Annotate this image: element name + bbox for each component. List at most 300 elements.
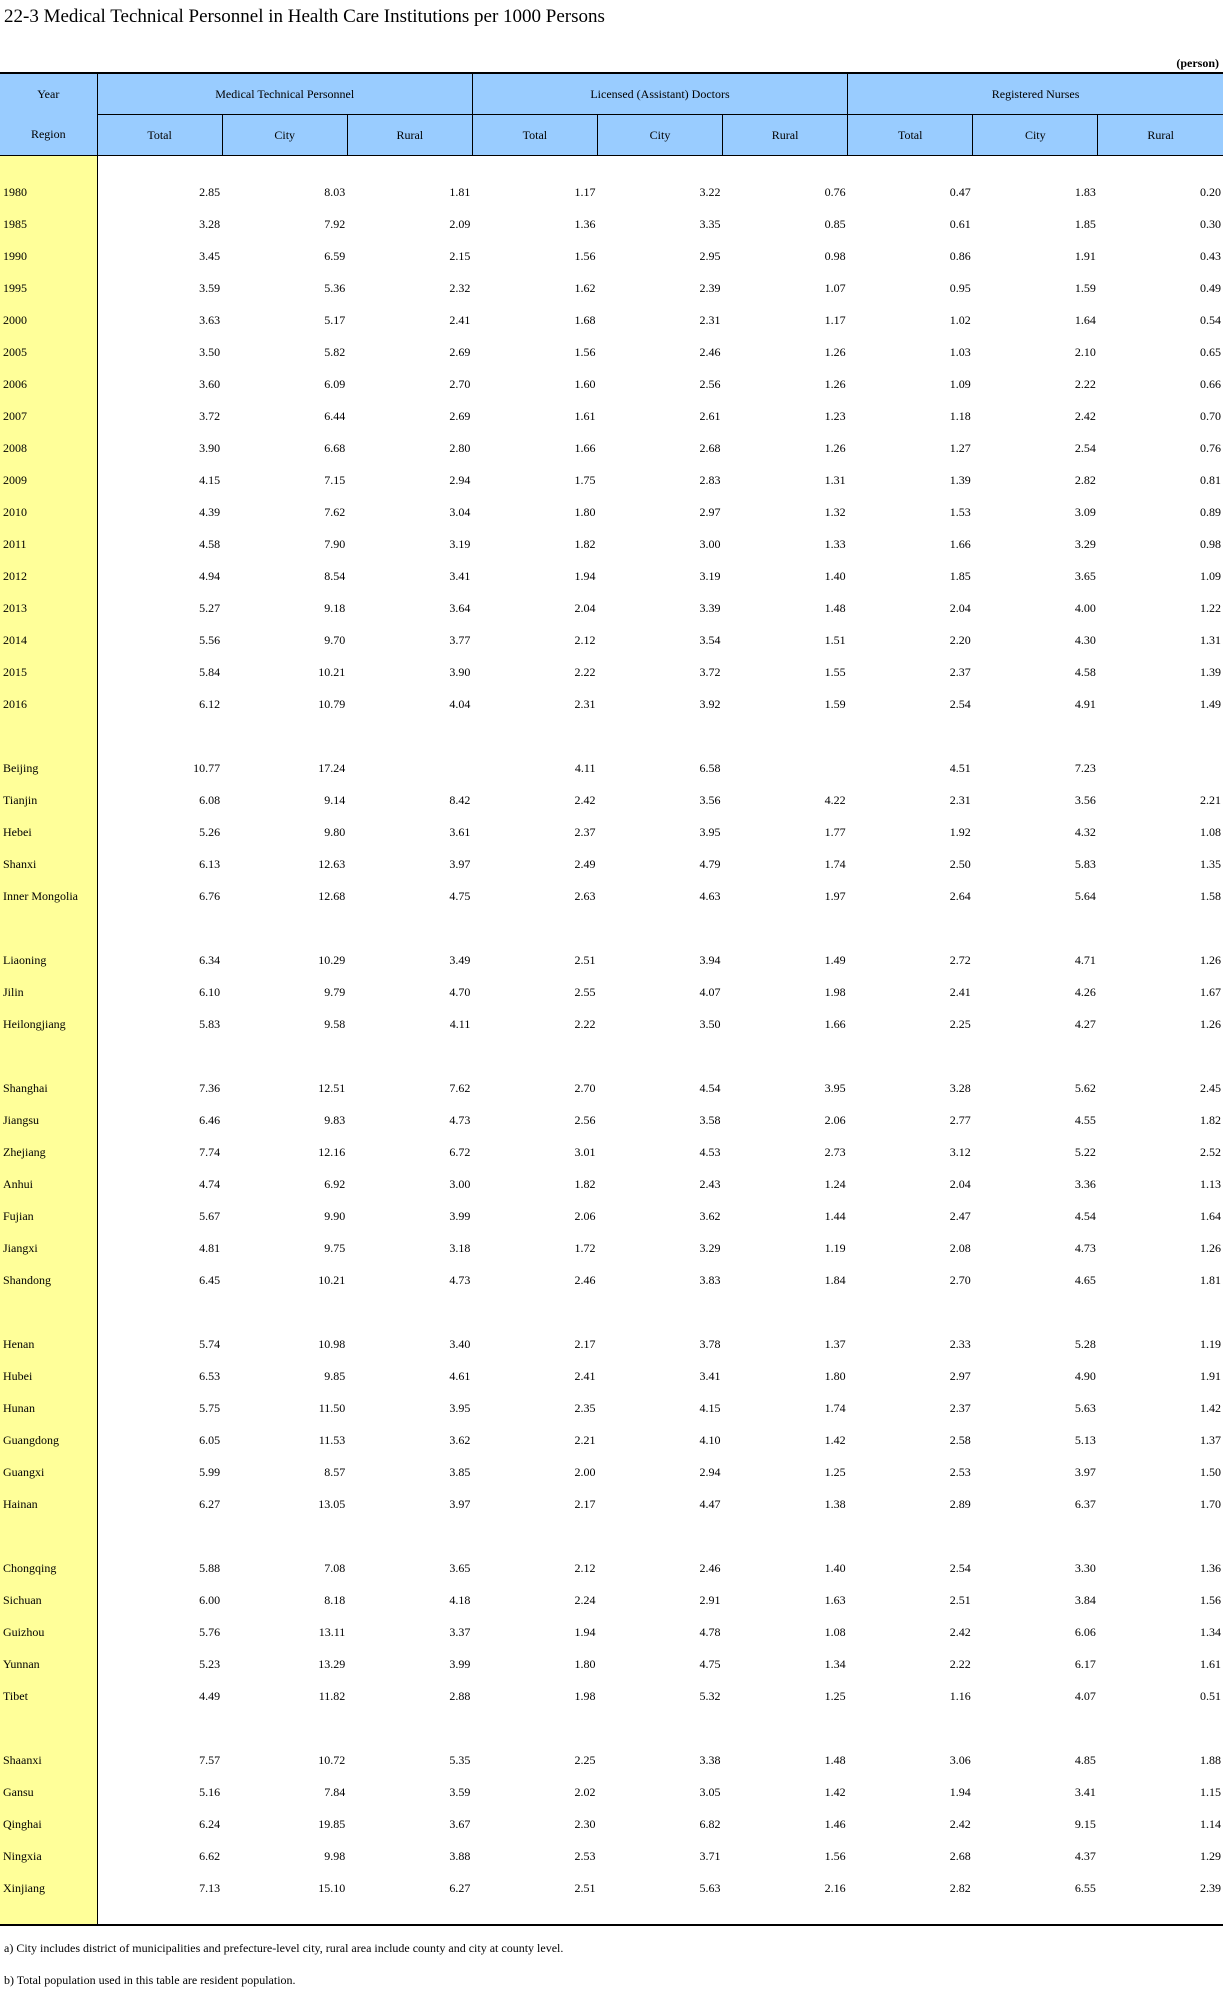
spacer-cell (472, 912, 597, 944)
region-row (0, 944, 1223, 976)
value-cell: 3.35 (699, 216, 721, 231)
value-cell: 4.11 (574, 760, 596, 775)
value-cell: 4.58 (199, 536, 221, 551)
row-label: Henan (0, 1328, 97, 1360)
value-cell: 2.30 (574, 1816, 596, 1831)
value-cell: 3.12 (949, 1144, 971, 1159)
row-label: 2010 (0, 496, 97, 528)
group-header-licensed-doctors: Licensed (Assistant) Doctors (472, 73, 847, 115)
value-cell: 3.40 (449, 1336, 471, 1351)
spacer-cell (973, 1040, 1098, 1072)
value-cell: 2.16 (824, 1880, 846, 1895)
spacer-cell (848, 156, 973, 177)
spacer-cell (347, 1040, 472, 1072)
value-cell: 1.88 (1200, 1752, 1221, 1767)
value-cell: 2.55 (574, 984, 596, 999)
value-cell: 2.42 (949, 1624, 971, 1639)
region-row (0, 1488, 1223, 1520)
value-cell: 1.70 (1200, 1496, 1221, 1511)
spacer-cell (597, 1040, 722, 1072)
value-cell: 2.68 (949, 1848, 971, 1863)
value-cell: 3.22 (699, 184, 721, 199)
value-cell: 3.05 (699, 1784, 721, 1799)
value-cell: 3.37 (449, 1624, 471, 1639)
value-cell: 3.28 (199, 216, 221, 231)
row-label: 2000 (0, 304, 97, 336)
spacer-cell (597, 1712, 722, 1744)
value-cell: 0.65 (1200, 344, 1221, 359)
year-row (0, 176, 1223, 208)
value-cell: 0.76 (1200, 440, 1221, 455)
value-cell: 3.71 (699, 1848, 721, 1863)
value-cell: 2.91 (699, 1592, 721, 1607)
spacer-cell (347, 912, 472, 944)
row-label: Shanxi (0, 848, 97, 880)
spacer-row (0, 1904, 1223, 1925)
value-cell: 2.83 (699, 472, 721, 487)
value-cell: 2.80 (449, 440, 471, 455)
value-cell: 2.52 (1200, 1144, 1221, 1159)
value-cell: 3.41 (699, 1368, 721, 1383)
value-cell: 4.51 (949, 760, 971, 775)
row-label: 2009 (0, 464, 97, 496)
value-cell: 3.45 (199, 248, 221, 263)
value-cell: 1.56 (574, 248, 596, 263)
region-row (0, 752, 1223, 784)
value-cell: 1.97 (824, 888, 846, 903)
spacer-cell (347, 156, 472, 177)
subcol-header: Rural (347, 115, 472, 156)
value-cell: 1.07 (824, 280, 846, 295)
value-cell: 7.90 (324, 536, 346, 551)
value-cell: 1.18 (949, 408, 971, 423)
spacer-cell (848, 1904, 973, 1925)
value-cell: 12.68 (318, 888, 346, 903)
year-row (0, 240, 1223, 272)
value-cell: 3.41 (449, 568, 471, 583)
region-row (0, 1104, 1223, 1136)
value-cell: 1.82 (574, 536, 596, 551)
value-cell: 0.49 (1200, 280, 1221, 295)
value-cell: 3.97 (449, 1496, 471, 1511)
value-cell: 1.09 (1200, 568, 1221, 583)
value-cell: 2.22 (574, 664, 596, 679)
value-cell: 10.72 (318, 1752, 346, 1767)
value-cell: 0.47 (949, 184, 971, 199)
region-row (0, 816, 1223, 848)
spacer-cell (723, 720, 848, 752)
value-cell: 3.84 (1074, 1592, 1096, 1607)
value-cell: 0.61 (949, 216, 971, 231)
value-cell: 1.17 (574, 184, 596, 199)
spacer-cell (472, 1904, 597, 1925)
value-cell: 4.73 (449, 1272, 471, 1287)
value-cell: 2.25 (574, 1752, 596, 1767)
value-cell: 1.25 (824, 1464, 846, 1479)
value-cell: 8.54 (324, 568, 346, 583)
value-cell: 3.65 (1074, 568, 1096, 583)
value-cell: 6.76 (199, 888, 221, 903)
value-cell: 3.19 (449, 536, 471, 551)
value-cell: 2.70 (449, 376, 471, 391)
value-cell: 3.29 (699, 1240, 721, 1255)
value-cell: 2.00 (574, 1464, 596, 1479)
value-cell: 1.17 (824, 312, 846, 327)
spacer-cell (97, 1520, 222, 1552)
spacer-cell (0, 1040, 97, 1072)
value-cell: 5.67 (199, 1208, 221, 1223)
spacer-cell (848, 1296, 973, 1328)
spacer-cell (973, 1904, 1098, 1925)
value-cell: 0.76 (824, 184, 846, 199)
spacer-cell (1098, 1520, 1223, 1552)
value-cell: 1.48 (824, 1752, 846, 1767)
year-row (0, 656, 1223, 688)
value-cell: 7.23 (1074, 760, 1096, 775)
value-cell: 1.59 (1074, 280, 1096, 295)
row-label: Guangxi (0, 1456, 97, 1488)
value-cell: 0.70 (1200, 408, 1221, 423)
row-label: Jiangxi (0, 1232, 97, 1264)
value-cell: 4.90 (1074, 1368, 1096, 1383)
value-cell: 1.72 (574, 1240, 596, 1255)
value-cell: 1.29 (1200, 1848, 1221, 1863)
spacer-row (0, 1296, 1223, 1328)
value-cell: 3.61 (449, 824, 471, 839)
value-cell: 19.85 (318, 1816, 346, 1831)
region-row (0, 1072, 1223, 1104)
value-cell: 3.36 (1074, 1176, 1096, 1191)
row-label: 2016 (0, 688, 97, 720)
value-cell: 3.50 (199, 344, 221, 359)
row-label: 2015 (0, 656, 97, 688)
value-cell: 4.11 (449, 1016, 471, 1031)
value-cell: 3.62 (449, 1432, 471, 1447)
value-cell: 9.18 (324, 600, 346, 615)
value-cell: 1.09 (949, 376, 971, 391)
spacer-cell (472, 720, 597, 752)
value-cell: 4.53 (699, 1144, 721, 1159)
value-cell: 7.15 (324, 472, 346, 487)
group-header-medical-technical-personnel: Medical Technical Personnel (97, 73, 472, 115)
value-cell: 2.68 (699, 440, 721, 455)
value-cell: 1.23 (824, 408, 846, 423)
value-cell: 17.24 (318, 760, 346, 775)
row-label: Xinjiang (0, 1872, 97, 1904)
value-cell: 2.89 (949, 1496, 971, 1511)
value-cell: 4.54 (699, 1080, 721, 1095)
value-cell: 2.70 (949, 1272, 971, 1287)
value-cell: 3.58 (699, 1112, 721, 1127)
value-cell: 3.29 (1074, 536, 1096, 551)
value-cell: 2.37 (574, 824, 596, 839)
row-label: Qinghai (0, 1808, 97, 1840)
value-cell: 2.42 (1074, 408, 1096, 423)
value-cell: 7.13 (199, 1880, 221, 1895)
value-cell: 1.39 (949, 472, 971, 487)
value-cell: 4.15 (699, 1400, 721, 1415)
row-label: Shanghai (0, 1072, 97, 1104)
value-cell: 1.16 (949, 1688, 971, 1703)
value-cell: 2.69 (449, 408, 471, 423)
value-cell: 0.54 (1200, 312, 1221, 327)
value-cell: 2.53 (949, 1464, 971, 1479)
value-cell: 1.35 (1200, 856, 1221, 871)
value-cell: 1.74 (824, 1400, 846, 1415)
value-cell: 3.77 (449, 632, 471, 647)
value-cell: 5.32 (699, 1688, 721, 1703)
value-cell: 6.08 (199, 792, 221, 807)
value-cell: 1.40 (824, 568, 846, 583)
region-row (0, 1008, 1223, 1040)
value-cell: 3.09 (1074, 504, 1096, 519)
spacer-cell (597, 720, 722, 752)
value-cell: 4.79 (699, 856, 721, 871)
row-label: Jiangsu (0, 1104, 97, 1136)
footnote-a: a) City includes district of municipalities and prefecture-level city, rural area include county and city at county level. (4, 1941, 564, 1955)
page-title: 22-3 Medical Technical Personnel in Health Care Institutions per 1000 Persons (4, 6, 605, 27)
value-cell: 11.53 (318, 1432, 346, 1447)
value-cell: 2.04 (949, 1176, 971, 1191)
value-cell: 9.85 (324, 1368, 346, 1383)
value-cell: 1.22 (1200, 600, 1221, 615)
value-cell: 1.08 (1200, 824, 1221, 839)
row-label: Fujian (0, 1200, 97, 1232)
value-cell: 10.21 (318, 1272, 346, 1287)
value-cell: 4.15 (199, 472, 221, 487)
spacer-cell (848, 720, 973, 752)
value-cell: 2.22 (949, 1656, 971, 1671)
region-row (0, 976, 1223, 1008)
value-cell: 3.95 (824, 1080, 846, 1095)
spacer-row (0, 1520, 1223, 1552)
value-cell: 1.19 (1200, 1336, 1221, 1351)
value-cell: 5.76 (199, 1624, 221, 1639)
value-cell: 3.63 (199, 312, 221, 327)
spacer-cell (347, 1296, 472, 1328)
value-cell: 2.77 (949, 1112, 971, 1127)
region-row (0, 1360, 1223, 1392)
value-cell: 12.51 (318, 1080, 346, 1095)
region-row (0, 1136, 1223, 1168)
value-cell: 5.62 (1074, 1080, 1096, 1095)
value-cell: 1.61 (574, 408, 596, 423)
value-cell: 3.30 (1074, 1560, 1096, 1575)
spacer-cell (97, 912, 222, 944)
value-cell: 5.63 (699, 1880, 721, 1895)
value-cell: 3.72 (199, 408, 221, 423)
region-header: Region (0, 115, 97, 156)
value-cell: 2.41 (449, 312, 471, 327)
value-cell: 1.39 (1200, 664, 1221, 679)
region-row (0, 1808, 1223, 1840)
value-cell: 6.37 (1074, 1496, 1096, 1511)
value-cell: 7.92 (324, 216, 346, 231)
value-cell: 4.37 (1074, 1848, 1096, 1863)
spacer-cell (0, 1296, 97, 1328)
value-cell: 2.61 (699, 408, 721, 423)
value-cell: 9.58 (324, 1016, 346, 1031)
value-cell: 1.53 (949, 504, 971, 519)
value-cell: 2.51 (949, 1592, 971, 1607)
value-cell: 1.27 (949, 440, 971, 455)
value-cell: 0.66 (1200, 376, 1221, 391)
value-cell: 2.04 (574, 600, 596, 615)
subcol-header: Rural (1098, 115, 1223, 156)
value-cell: 1.82 (1200, 1112, 1221, 1127)
value-cell: 2.47 (949, 1208, 971, 1223)
value-cell: 5.17 (324, 312, 346, 327)
value-cell: 7.36 (199, 1080, 221, 1095)
value-cell: 1.33 (824, 536, 846, 551)
row-label: Hebei (0, 816, 97, 848)
region-row (0, 784, 1223, 816)
value-cell: 5.36 (324, 280, 346, 295)
value-cell: 2.09 (449, 216, 471, 231)
value-cell: 0.43 (1200, 248, 1221, 263)
value-cell: 0.20 (1200, 184, 1221, 199)
value-cell: 3.56 (1074, 792, 1096, 807)
value-cell: 1.51 (824, 632, 846, 647)
value-cell: 1.26 (824, 344, 846, 359)
spacer-cell (222, 1296, 347, 1328)
value-cell: 2.22 (574, 1016, 596, 1031)
value-cell: 1.91 (1074, 248, 1096, 263)
row-label: 1985 (0, 208, 97, 240)
value-cell: 2.97 (949, 1368, 971, 1383)
value-cell: 0.51 (1200, 1688, 1221, 1703)
value-cell: 2.32 (449, 280, 471, 295)
value-cell: 4.39 (199, 504, 221, 519)
value-cell: 4.27 (1074, 1016, 1096, 1031)
spacer-cell (848, 1040, 973, 1072)
value-cell: 6.10 (199, 984, 221, 999)
value-cell: 1.42 (1200, 1400, 1221, 1415)
year-row (0, 592, 1223, 624)
spacer-cell (347, 1520, 472, 1552)
value-cell: 4.10 (699, 1432, 721, 1447)
value-cell: 5.26 (199, 824, 221, 839)
spacer-cell (1098, 156, 1223, 177)
value-cell: 3.59 (199, 280, 221, 295)
spacer-row (0, 1040, 1223, 1072)
row-label: Inner Mongolia (0, 880, 97, 912)
spacer-cell (723, 1712, 848, 1744)
value-cell: 1.46 (824, 1816, 846, 1831)
spacer-cell (0, 720, 97, 752)
region-row (0, 1328, 1223, 1360)
value-cell: 10.98 (318, 1336, 346, 1351)
year-row (0, 496, 1223, 528)
value-cell: 2.82 (949, 1880, 971, 1895)
value-cell: 4.26 (1074, 984, 1096, 999)
row-label: Gansu (0, 1776, 97, 1808)
value-cell: 1.03 (949, 344, 971, 359)
unit-label: (person) (1176, 56, 1219, 70)
value-cell: 5.35 (449, 1752, 471, 1767)
spacer-cell (97, 1712, 222, 1744)
value-cell: 4.07 (1074, 1688, 1096, 1703)
value-cell: 1.68 (574, 312, 596, 327)
value-cell: 10.29 (318, 952, 346, 967)
year-row (0, 688, 1223, 720)
value-cell: 8.18 (324, 1592, 346, 1607)
value-cell: 6.06 (1074, 1624, 1096, 1639)
value-cell: 6.92 (324, 1176, 346, 1191)
value-cell: 1.38 (824, 1496, 846, 1511)
value-cell: 11.82 (318, 1688, 346, 1703)
value-cell: 2.12 (574, 1560, 596, 1575)
value-cell: 4.94 (199, 568, 221, 583)
value-cell: 6.82 (699, 1816, 721, 1831)
value-cell: 7.57 (199, 1752, 221, 1767)
value-cell: 4.81 (199, 1240, 221, 1255)
value-cell: 1.34 (1200, 1624, 1221, 1639)
value-cell: 4.58 (1074, 664, 1096, 679)
value-cell: 2.53 (574, 1848, 596, 1863)
value-cell: 6.58 (699, 760, 721, 775)
value-cell: 4.85 (1074, 1752, 1096, 1767)
spacer-cell (97, 1040, 222, 1072)
spacer-cell (347, 720, 472, 752)
value-cell: 7.74 (199, 1144, 221, 1159)
table-body (0, 156, 1223, 1926)
value-cell: 3.72 (699, 664, 721, 679)
spacer-cell (973, 1520, 1098, 1552)
value-cell: 1.81 (449, 184, 471, 199)
value-cell: 6.12 (199, 696, 221, 711)
value-cell: 1.58 (1200, 888, 1221, 903)
value-cell: 3.01 (574, 1144, 596, 1159)
value-cell: 3.92 (699, 696, 721, 711)
value-cell: 13.29 (318, 1656, 346, 1671)
value-cell: 2.94 (699, 1464, 721, 1479)
value-cell: 9.75 (324, 1240, 346, 1255)
value-cell: 4.00 (1074, 600, 1096, 615)
year-row (0, 464, 1223, 496)
value-cell: 2.04 (949, 600, 971, 615)
value-cell: 3.65 (449, 1560, 471, 1575)
value-cell: 1.50 (1200, 1464, 1221, 1479)
value-cell: 4.07 (699, 984, 721, 999)
value-cell: 0.89 (1200, 504, 1221, 519)
value-cell: 4.65 (1074, 1272, 1096, 1287)
value-cell: 1.42 (824, 1432, 846, 1447)
value-cell: 1.81 (1200, 1272, 1221, 1287)
row-label: Zhejiang (0, 1136, 97, 1168)
year-row (0, 624, 1223, 656)
value-cell: 4.47 (699, 1496, 721, 1511)
value-cell: 1.98 (824, 984, 846, 999)
spacer-cell (1098, 1712, 1223, 1744)
region-row (0, 880, 1223, 912)
row-label: Hainan (0, 1488, 97, 1520)
value-cell: 3.18 (449, 1240, 471, 1255)
value-cell: 2.10 (1074, 344, 1096, 359)
value-cell: 2.02 (574, 1784, 596, 1799)
value-cell: 4.63 (699, 888, 721, 903)
value-cell: 3.49 (449, 952, 471, 967)
row-label: 1980 (0, 176, 97, 208)
value-cell: 1.80 (574, 504, 596, 519)
region-row (0, 1648, 1223, 1680)
value-cell: 1.15 (1200, 1784, 1221, 1799)
value-cell: 1.56 (1200, 1592, 1221, 1607)
region-row (0, 1776, 1223, 1808)
value-cell: 9.83 (324, 1112, 346, 1127)
value-cell: 9.14 (324, 792, 346, 807)
value-cell: 3.38 (699, 1752, 721, 1767)
